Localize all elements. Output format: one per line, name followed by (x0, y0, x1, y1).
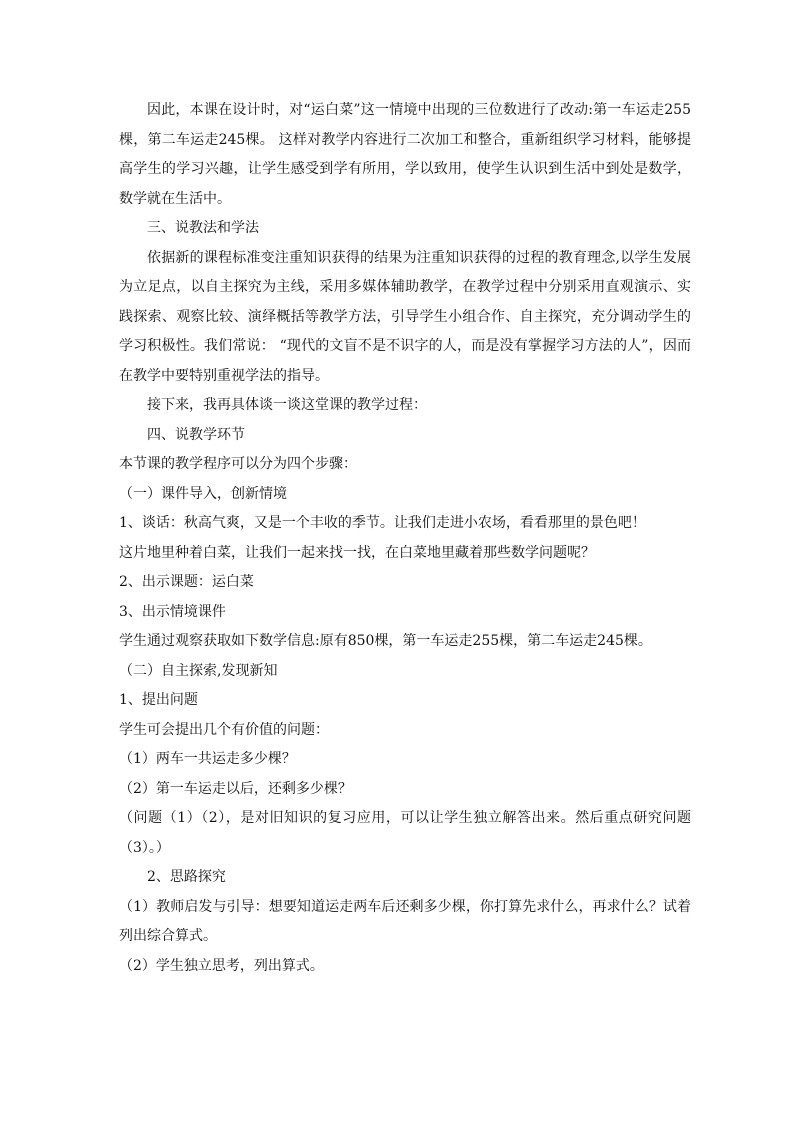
document-body (119, 96, 691, 981)
list-item: 学生通过观察获取如下数学信息:原有850棵，第一车运走255棵，第二车运走245棵。 (119, 633, 652, 649)
list-item: 学生可会提出几个有价值的问题： (119, 721, 329, 738)
list-item: 1、提出问题 (119, 692, 198, 708)
heading-teaching-methods: 三、说教法和学法 (147, 220, 259, 236)
heading-teaching-steps: 四、说教学环节 (147, 426, 245, 443)
list-item: （问题（1）（2），是对旧知识的复习应用，可以让学生独立解答出来。然后重点研究问题（3）。） (119, 810, 691, 856)
subheading-step-two: （二）自主探索,发现新知 (119, 662, 278, 679)
paragraph-transition: 接下来，我再具体谈一谈这堂课的教学过程： (147, 397, 427, 413)
list-item: 2、思路探究 (147, 869, 226, 885)
list-item: 3、出示情境课件 (119, 603, 226, 620)
list-item: 1、谈话：秋高气爽，又是一个丰收的季节。让我们走进小农场，看看那里的景色吧！ (119, 515, 646, 531)
paragraph-design-rationale: 因此，本课在设计时，对“运白菜”这一情境中出现的三位数进行了改动:第一车运走255棵，第二车运走245棵。 这样对教学内容进行二次加工和整合，重新组织学习材料，能够提高学生的学习兴趣，让学生感受到学有所用，学以致用，使学生认识到生活中到处是数学，数学就在生活中。 (119, 102, 691, 207)
list-item: （1）两车一共运走多少棵？ (119, 751, 296, 767)
paragraph-teaching-methods: 依据新的课程标准变注重知识获得的结果为注重知识获得的过程的教育理念,以学生发展为立足点，以自主探究为主线，采用多媒体辅助教学，在教学过程中分别采用直观演示、实践探索、观察比较、演绎概括等教学方法，引导学生小组合作、自主探究，充分调动学生的学习积极性。我们常说： “现代的文盲不是不识字的人，而是没有掌握学习方法的人”，因而在教学中要特别重视学法的指导。 (119, 249, 691, 384)
list-item: （2）学生独立思考，列出算式。 (119, 957, 324, 974)
list-item: （2）第一车运走以后，还剩多少棵？ (119, 780, 352, 797)
list-item: 这片地里种着白菜，让我们一起来找一找，在白菜地里藏着那些数学问题呢？ (119, 544, 595, 561)
subheading-step-one: （一）课件导入，创新情境 (119, 485, 287, 502)
list-item: 2、出示课题：运白菜 (119, 574, 254, 590)
list-item: （1）教师启发与引导：想要知道运走两车后还剩多少棵，你打算先求什么，再求什么？试着列出综合算式。 (119, 898, 691, 944)
paragraph-steps-intro: 本节课的教学程序可以分为四个步骤： (119, 456, 357, 472)
